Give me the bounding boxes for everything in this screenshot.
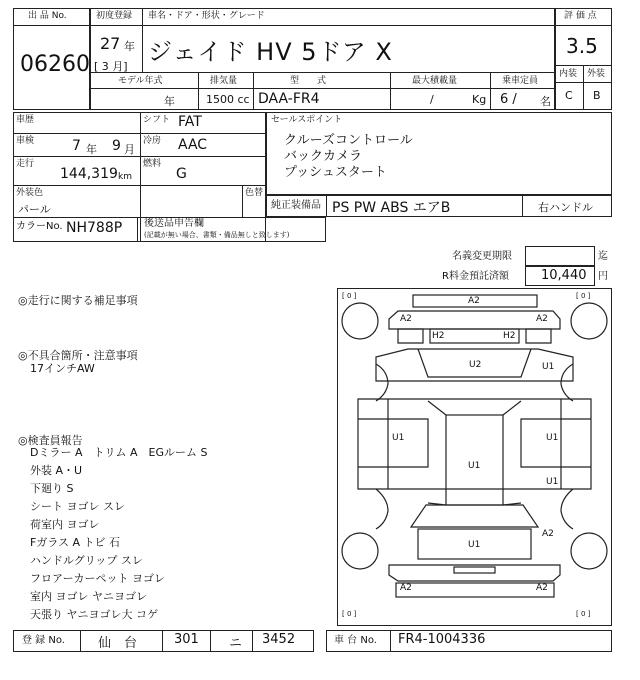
damage-front-left: A2 [400,314,412,324]
reg-year-unit: 年 [124,40,135,53]
plate-label: 登 録 No. [22,635,65,646]
color-no: NH788P [66,220,123,236]
aftermarket-note: (記載が無い場合、書類・備品無しと致します) [144,231,290,239]
tire-mark: [ 0 ] [576,292,591,300]
defects-heading: ◎不具合箇所・注意事項 [18,349,138,362]
inspector-item: ハンドルグリップ スレ [30,554,143,567]
driving-heading: ◎走行に関する補足事項 [18,294,138,307]
inspection-year-unit: 年 [86,143,97,156]
inspector-item: 荷室内 ヨゴレ [30,518,100,531]
defect-item: 17インチAW [30,362,95,375]
car-name: ジェイド HV 5ドア X [148,38,393,66]
recycle-unit: 円 [598,271,608,282]
capacity-label: 乗車定員 [502,76,539,86]
exterior-label: 外装 [587,69,606,79]
interior-label: 内装 [559,69,578,79]
name-change-field [525,246,595,266]
damage-left-door: U1 [392,433,405,443]
name-change-unit: 迄 [598,251,608,262]
inspection-month: 9 [112,138,121,154]
equipment-value: PS PW ABS エアB [332,200,451,216]
tire-mark: [ 0 ] [576,610,591,618]
exterior-grade: B [593,89,601,102]
model-code: DAA-FR4 [258,91,320,107]
shift-label: シフト [143,115,171,125]
inspector-item: 室内 ヨゴレ ヤニヨゴレ [30,590,147,603]
damage-headlamp-left: H2 [432,331,445,341]
chassis-label: 車 台 No. [334,635,377,646]
inspector-item: 天張り ヤニヨゴレ大 コゲ [30,608,158,621]
equipment-label: 純正装備品 [271,200,321,211]
displacement: 1500 cc [206,93,250,106]
lot-label: 出 品 No. [28,11,67,21]
mileage: 144,319 [60,166,118,182]
damage-right-rear-door: U1 [546,477,559,487]
repaint-label: 色替 [245,188,264,198]
steering: 右ハンドル [538,201,593,214]
lot-number: 06260 [20,52,90,77]
car-outline [338,289,611,625]
inspection-label: 車検 [16,136,35,146]
damage-right-rear-fender: A2 [542,529,554,539]
damage-right-front-fender: U1 [542,362,555,372]
model-year-unit: 年 [164,95,175,108]
recycle-value: 10,440 [541,268,587,283]
name-change-label: 名義変更期限 [452,251,512,262]
color-no-label: カラーNo. [16,221,63,232]
max-load-label: 最大積載量 [412,76,458,86]
ac: AAC [178,137,208,153]
interior-grade: C [565,89,573,102]
chassis-no: FR4-1004336 [398,632,486,647]
inspection-month-unit: 月 [124,143,135,156]
capacity: 6 / [500,92,517,107]
exterior-color: パール [18,203,51,216]
damage-hood: U2 [469,360,482,370]
inspector-item: シート ヨゴレ スレ [30,500,125,513]
plate-number: 3452 [262,632,296,647]
car-name-label: 車名・ドア・形状・グレード [148,11,265,21]
sales-point-item: クルーズコントロール [284,133,413,148]
recycle-label: R料金預託済額 [442,271,509,282]
mileage-label: 走行 [16,159,35,169]
shift: FAT [178,114,202,130]
damage-headlamp-right: H2 [503,331,516,341]
tire-mark: [ 0 ] [342,610,357,618]
exterior-color-label: 外装色 [16,188,44,198]
inspection-year: 7 [72,138,81,154]
displacement-label: 排気量 [210,76,238,86]
damage-right-door: U1 [546,433,559,443]
inspector-item: フロアーカーペット ヨゴレ [30,572,165,585]
score: 3.5 [566,34,598,58]
first-reg-label: 初度登録 [96,11,133,21]
mileage-unit: km [118,172,132,182]
model-year-label: モデル年式 [118,76,163,86]
history-label: 車歴 [16,115,35,125]
score-label: 評 価 点 [564,11,597,21]
max-load-unit: Kg [472,93,487,106]
damage-rear-bumper-right: A2 [536,583,548,593]
plate-class: 301 [174,632,199,647]
capacity-unit: 名 [540,95,551,108]
sales-point-item: バックカメラ [284,149,363,164]
model-code-label: 型 式 [290,76,327,86]
inspector-item: Fガラス A トビ 石 [30,536,121,549]
max-load-sep: / [430,93,434,106]
ac-label: 冷房 [143,136,162,146]
damage-roof: U1 [468,461,481,471]
damage-front-right: A2 [536,314,548,324]
aftermarket-label: 後送品申告欄 [144,218,204,229]
damage-rear-bumper-left: A2 [400,583,412,593]
fuel-label: 燃料 [143,159,162,169]
inspector-item: 下廻り S [30,482,74,495]
reg-month: [ 3 月] [94,60,128,73]
fuel: G [176,166,187,182]
sales-point-item: プッシュスタート [284,165,387,180]
inspector-item: 外装 A・U [30,464,83,477]
sales-points-label: セールスポイント [271,115,343,125]
plate-region: 仙 台 [98,636,138,651]
tire-mark: [ 0 ] [342,292,357,300]
inspector-item: Dミラー A トリム A EGルーム S [30,446,208,459]
car-diagram [337,288,612,626]
damage-trunk: U1 [468,540,481,550]
reg-year: 27 [100,34,121,53]
inspector-heading: ◎検査員報告 [18,434,83,447]
damage-front-bumper: A2 [468,296,480,306]
plate-kana: ニ [229,636,243,651]
